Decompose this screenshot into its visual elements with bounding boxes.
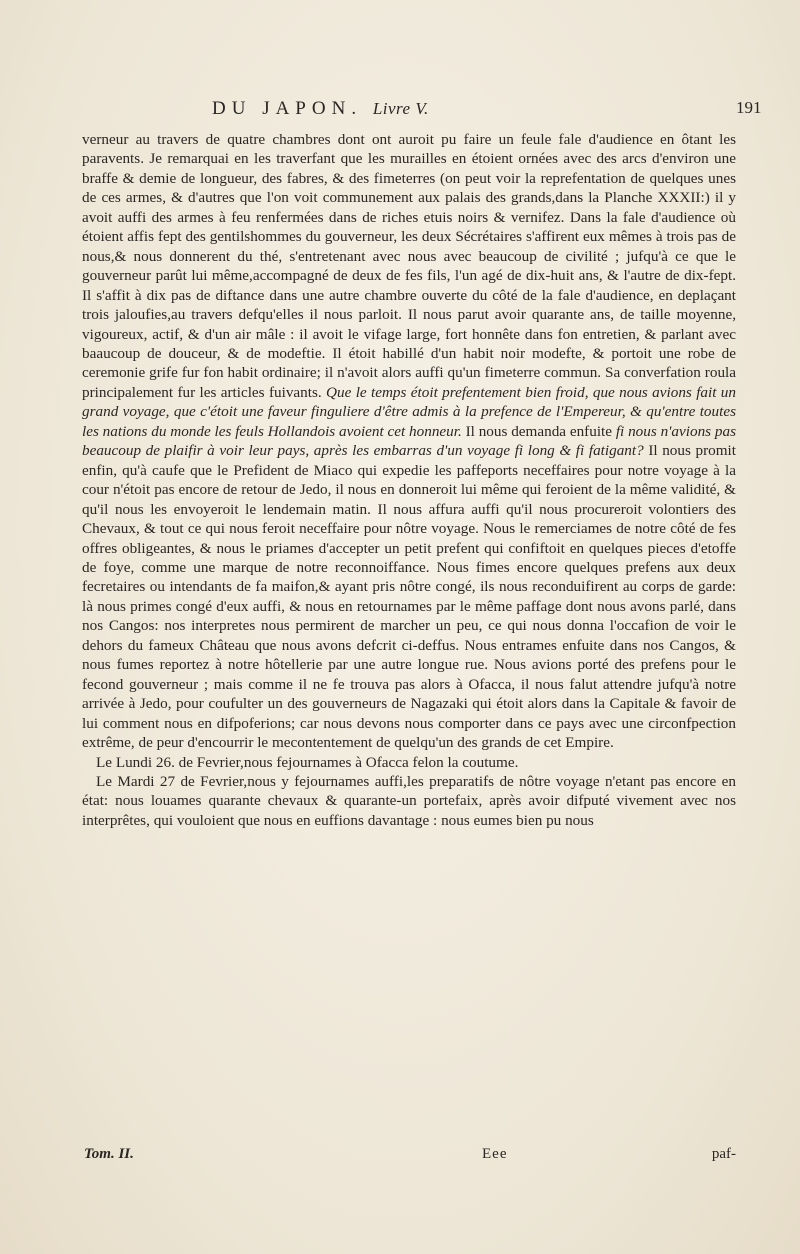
running-title (212, 98, 429, 120)
text-run: Le Mardi 27 de Fevrier,nous y fejournames auffi,les preparatifs de nôtre voyage n'etant pas encore en état: nous louames quarante chevaux & quarante-un portefaix, après avoir difputé vivement avec nos interprêtes, qui vouloient que nous en euffions davantage : nous eumes bien pu nous (82, 772, 736, 829)
text-run: Le Lundi 26. de Fevrier,nous fejournames à Ofacca felon la coutume. (96, 753, 519, 771)
paragraph (82, 772, 736, 830)
running-header (0, 98, 800, 124)
catchword: paf- (711, 1146, 736, 1162)
text-run: verneur au travers de quatre chambres dont ont auroit pu faire un feule fale d'audience en ôtant les paravents. Je remarquai en les traverfant que les murailles en étoient ornées avec des arcs d'environ une braffe & demie de longueur, des fabres, & des fimeterres (on peut voir la reprefentation de quelques unes de ces armes, & d'autres que l'on voit communement aux palais des grands,dans la Planche XXXII:) il y avoit auffi des armes à feu renfermées dans de riches etuis noirs & vernifez. Dans la fale d'audience où étoient affis fept des gentilshommes du gouverneur, les deux Sécrétaires s'affirent eux mêmes à trois pas de nous,& nous donnerent du thé, s'entretenant avec nous avec beaucoup de civilité ; jufqu'à ce que le gouverneur parût lui même,accompagné de deux de fes fils, l'un agé de dix-huit ans, & l'autre de dix-fept. Il s'affit à dix pas de diftance dans une autre chambre ouverte du côté de la fale d'audience, en deplaçant trois jaloufies,au travers defqu'elles il nous parloit. Il nous parut avoir quarante ans, de taille moyenne, vigoureux, actif, & d'un air mâle : il avoit le vifage large, fort honnête dans fon entretien, & parlant avec baaucoup de douceur, & de modeftie. Il étoit habillé d'un habit noir modefte, & portoit une robe de ceremonie grife fur fon habit ordinaire; il n'avoit alors auffi qu'un fimeterre commun. Sa converfation roula principalement fur les articles fuivants. (82, 131, 736, 401)
paragraph (82, 130, 736, 753)
volume-label: Tom. II. (84, 1146, 134, 1162)
text-run: Il nous demanda enfuite (461, 422, 616, 440)
running-title-text: DU JAPON. (212, 98, 363, 119)
paragraph (82, 753, 736, 772)
book-label: Livre V. (372, 99, 429, 118)
page-number: 191 (736, 98, 762, 117)
italic-passage: Que le temps étoit prefentement bien froid, que nous avions fait un grand voyage, que c'étoit une faveur finguliere d'être admis à la prefence de l'Empereur, & qu'entre toutes les nations du monde les feuls Hollandois avoient cet honneur. (82, 383, 736, 440)
signature-mark: Eee (482, 1146, 508, 1162)
italic-passage: fi nous n'avions pas beaucoup de plaifir à voir leur pays, après les embarras d'un voyage fi long & fi fatigant? (82, 422, 736, 460)
body-text (82, 130, 736, 830)
text-run: Il nous promit enfin, qu'à caufe que le Prefident de Miaco qui expedie les paffeports neceffaires pour notre voyage à la cour n'étoit pas encore de retour de Jedo, il nous en donneroit lui même qui feroient de la même validité, & qu'il nous les envoyeroit le lendemain matin. Il nous affura auffi qu'il nous procureroit volontiers des Chevaux, & tout ce qui nous feroit neceffaire pour nôtre voyage. Nous le remerciames de notre côté de fes offres obligeantes, & nous le priames d'accepter un petit prefent qui confiftoit en quelques pieces d'etoffe de foye, comme une marque de notre reconnoiffance. Nous fimes encore quelques prefens aux deux fecretaires ou intendants de fa maifon,& ayant pris nôtre congé, ils nous reconduifirent au corps de garde: là nous primes congé d'eux auffi, & nous en retournames par le même paffage dont nous avons parlé, dans nos Cangos: nos interpretes nous permirent de marcher un peu, ce qui nous donna l'occafion de voir le dehors du fameux Château que nous avons defcrit ci-deffus. Nous entrames enfuite dans nos Cangos, & nous fumes reportez à notre hôtellerie par une autre longue rue. Nous avions porté des prefens pour le fecond gouverneur ; mais comme il ne fe trouva pas alors à Ofacca, il nous falut attendre jufqu'à notre arrivée à Jedo, pour coufulter un des gouverneurs de Nagazaki qui étoit alors dans la Capitale & favoir de lui comment nous en difpoferions; car nous devons nous comporter dans ce pays avec une circonfpection extrême, de peur d'encourrir le mecontentement de quelqu'un des grands de cet Empire. (82, 442, 737, 752)
page-footer (84, 1146, 736, 1168)
